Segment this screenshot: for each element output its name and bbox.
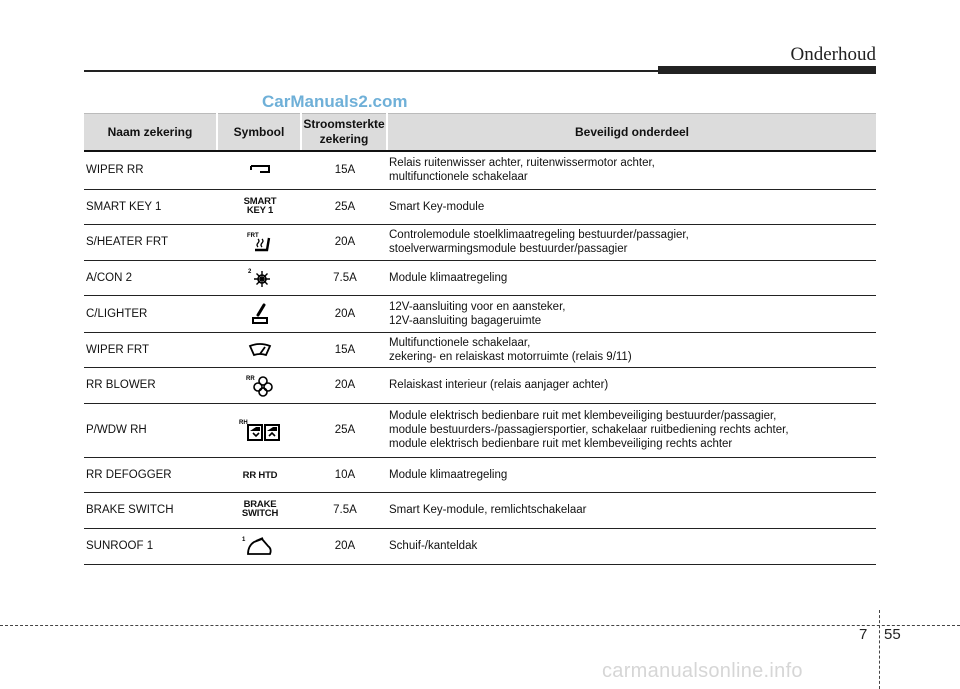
fuse-protected: Smart Key-module, remlichtschakelaar — [387, 492, 876, 528]
fuse-protected: Relaiskast interieur (relais aanjager achter) — [387, 367, 876, 403]
fuse-amperage: 20A — [301, 295, 387, 332]
col-header-amperage — [301, 114, 387, 152]
power-window-icon — [217, 403, 301, 457]
table-header-row — [84, 114, 876, 152]
chapter-number: 7 — [859, 626, 868, 643]
fan-icon — [217, 367, 301, 403]
table-row — [84, 457, 876, 492]
svg-text:1: 1 — [242, 537, 246, 543]
fuse-protected: 12V-aansluiting voor en aansteker, 12V-aansluiting bagageruimte — [387, 295, 876, 332]
sunroof-icon — [217, 528, 301, 564]
table-row — [84, 189, 876, 224]
fuse-protected: Multifunctionele schakelaar, zekering- en relaiskast motorruimte (relais 9/11) — [387, 332, 876, 367]
page-number: 55 — [884, 626, 901, 643]
fuse-protected: Controlemodule stoelklimaatregeling bestuurder/passagier, stoelverwarmingsmodule bestuurder/passagier — [387, 224, 876, 260]
table-row — [84, 295, 876, 332]
fuse-amperage: 25A — [301, 403, 387, 457]
col-header-amperage-line2: zekering — [319, 132, 369, 146]
fuse-amperage: 15A — [301, 332, 387, 367]
table-row — [84, 403, 876, 457]
fuse-name: SMART KEY 1 — [84, 189, 217, 224]
rear-wiper-icon — [217, 151, 301, 189]
brake-switch-symbol: BRAKE SWITCH — [217, 492, 301, 528]
header-rule — [84, 70, 658, 72]
fuse-name: A/CON 2 — [84, 260, 217, 295]
fuse-protected: Module klimaatregeling — [387, 457, 876, 492]
fuse-amperage: 20A — [301, 367, 387, 403]
ac-snowflake-icon — [217, 260, 301, 295]
col-header-protected: Beveiligd onderdeel — [387, 114, 876, 152]
col-header-symbol: Symbool — [217, 114, 301, 152]
fuse-protected: Schuif-/kanteldak — [387, 528, 876, 564]
watermark-top: CarManuals2.com — [262, 92, 408, 111]
fuse-amperage: 20A — [301, 528, 387, 564]
fuse-name: WIPER RR — [84, 151, 217, 189]
smart-key-symbol: SMART KEY 1 — [217, 189, 301, 224]
fuse-protected: Module klimaatregeling — [387, 260, 876, 295]
table-row — [84, 492, 876, 528]
rr-htd-symbol: RR HTD — [217, 457, 301, 492]
fuse-name: SUNROOF 1 — [84, 528, 217, 564]
table-row — [84, 151, 876, 189]
fuse-amperage: 10A — [301, 457, 387, 492]
seat-heater-icon — [217, 224, 301, 260]
table-row — [84, 528, 876, 564]
fuse-name: C/LIGHTER — [84, 295, 217, 332]
table-row — [84, 260, 876, 295]
svg-text:RR: RR — [246, 376, 255, 382]
fuse-amperage: 20A — [301, 224, 387, 260]
fuse-protected: Module elektrisch bedienbare ruit met klembeveiliging bestuurder/passagier, module bestuurders-/passagiersportier, schakelaar ruitbediening rechts achter, module elektrisch bedienbare ruit met klembeveiliging rechts achter — [387, 403, 876, 457]
table-row — [84, 224, 876, 260]
fuse-amperage: 7.5A — [301, 492, 387, 528]
fuse-amperage: 15A — [301, 151, 387, 189]
svg-text:FRT: FRT — [247, 233, 259, 239]
fuse-name: S/HEATER FRT — [84, 224, 217, 260]
front-wiper-icon — [217, 332, 301, 367]
fuse-name: BRAKE SWITCH — [84, 492, 217, 528]
watermark-bottom: carmanualsonline.info — [602, 660, 803, 682]
header-rule-thick — [658, 66, 876, 74]
svg-text:RH: RH — [239, 420, 248, 426]
svg-text:2: 2 — [248, 268, 252, 275]
col-header-amperage-line1: Stroomsterkte — [303, 117, 385, 131]
fuse-name: RR BLOWER — [84, 367, 217, 403]
fuse-protected: Smart Key-module — [387, 189, 876, 224]
fuse-amperage: 7.5A — [301, 260, 387, 295]
footer-rule — [0, 625, 960, 626]
section-title: Onderhoud — [790, 44, 876, 65]
table-row — [84, 367, 876, 403]
fuse-protected: Relais ruitenwisser achter, ruitenwissermotor achter, multifunctionele schakelaar — [387, 151, 876, 189]
fuse-name: P/WDW RH — [84, 403, 217, 457]
table-row — [84, 332, 876, 367]
fuse-table — [84, 113, 876, 565]
footer-divider — [879, 610, 880, 689]
fuse-name: WIPER FRT — [84, 332, 217, 367]
col-header-name: Naam zekering — [84, 114, 217, 152]
cigar-lighter-icon — [217, 295, 301, 332]
fuse-name: RR DEFOGGER — [84, 457, 217, 492]
fuse-amperage: 25A — [301, 189, 387, 224]
